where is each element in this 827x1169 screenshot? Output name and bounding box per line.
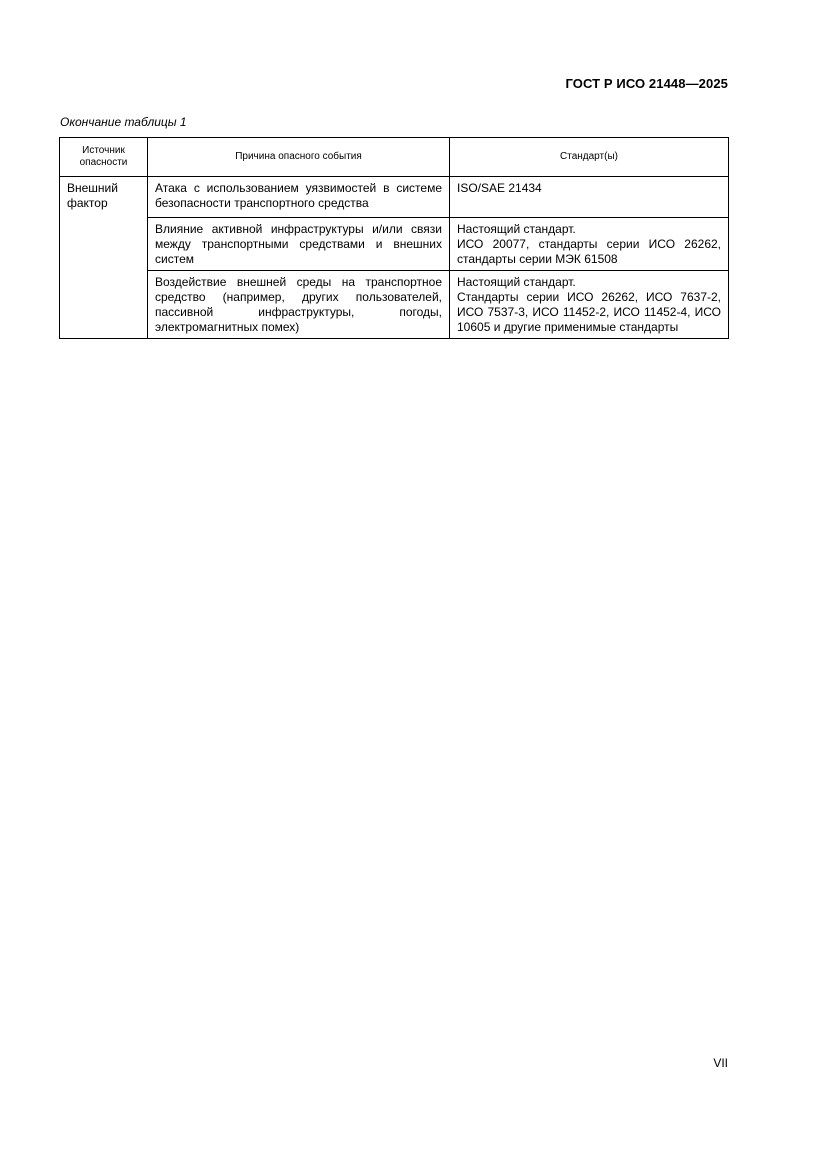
column-header-standards: Стандарт(ы) [450,138,729,177]
page-number: VII [713,1056,728,1070]
standards-line: ИСО 20077, стандарты серии ИСО 26262, стандарты серии МЭК 61508 [457,237,721,266]
cause-cell: Воздействие внешней среды на транспортное средство (например, других пользователей, пассивной инфраструктуры, погоды, электромагнитных помех) [148,271,450,339]
standards-cell [450,271,729,339]
hazard-source-line: Внешний [67,181,118,195]
standards-line: ISO/SAE 21434 [457,181,542,195]
table-row [60,218,729,271]
table-caption: Окончание таблицы 1 [60,115,187,129]
cause-cell: Влияние активной инфраструктуры и/или связи между транспортными средствами и внешних систем [148,218,450,271]
column-header-source [60,138,148,177]
column-header-source-line: опасности [79,157,128,168]
hazard-table [59,137,729,339]
standards-cell [450,218,729,271]
table-header-row [60,138,729,177]
table-row [60,177,729,218]
table-row [60,271,729,339]
hazard-source-line: фактор [67,196,108,210]
document-header: ГОСТ Р ИСО 21448—2025 [565,76,728,91]
column-header-source-line: Источник [82,145,125,156]
standards-line: Стандарты серии ИСО 26262, ИСО 7637-2, ИСО 7537-3, ИСО 11452-2, ИСО 11452-4, ИСО 10605 и другие применимые стандарты [457,290,721,334]
cause-cell: Атака с использованием уязвимостей в системе безопасности транспортного средства [148,177,450,218]
column-header-cause: Причина опасного события [148,138,450,177]
standards-line: Настоящий стандарт. [457,275,576,289]
standards-line: Настоящий стандарт. [457,222,576,236]
standards-cell [450,177,729,218]
hazard-source-cell [60,177,148,339]
